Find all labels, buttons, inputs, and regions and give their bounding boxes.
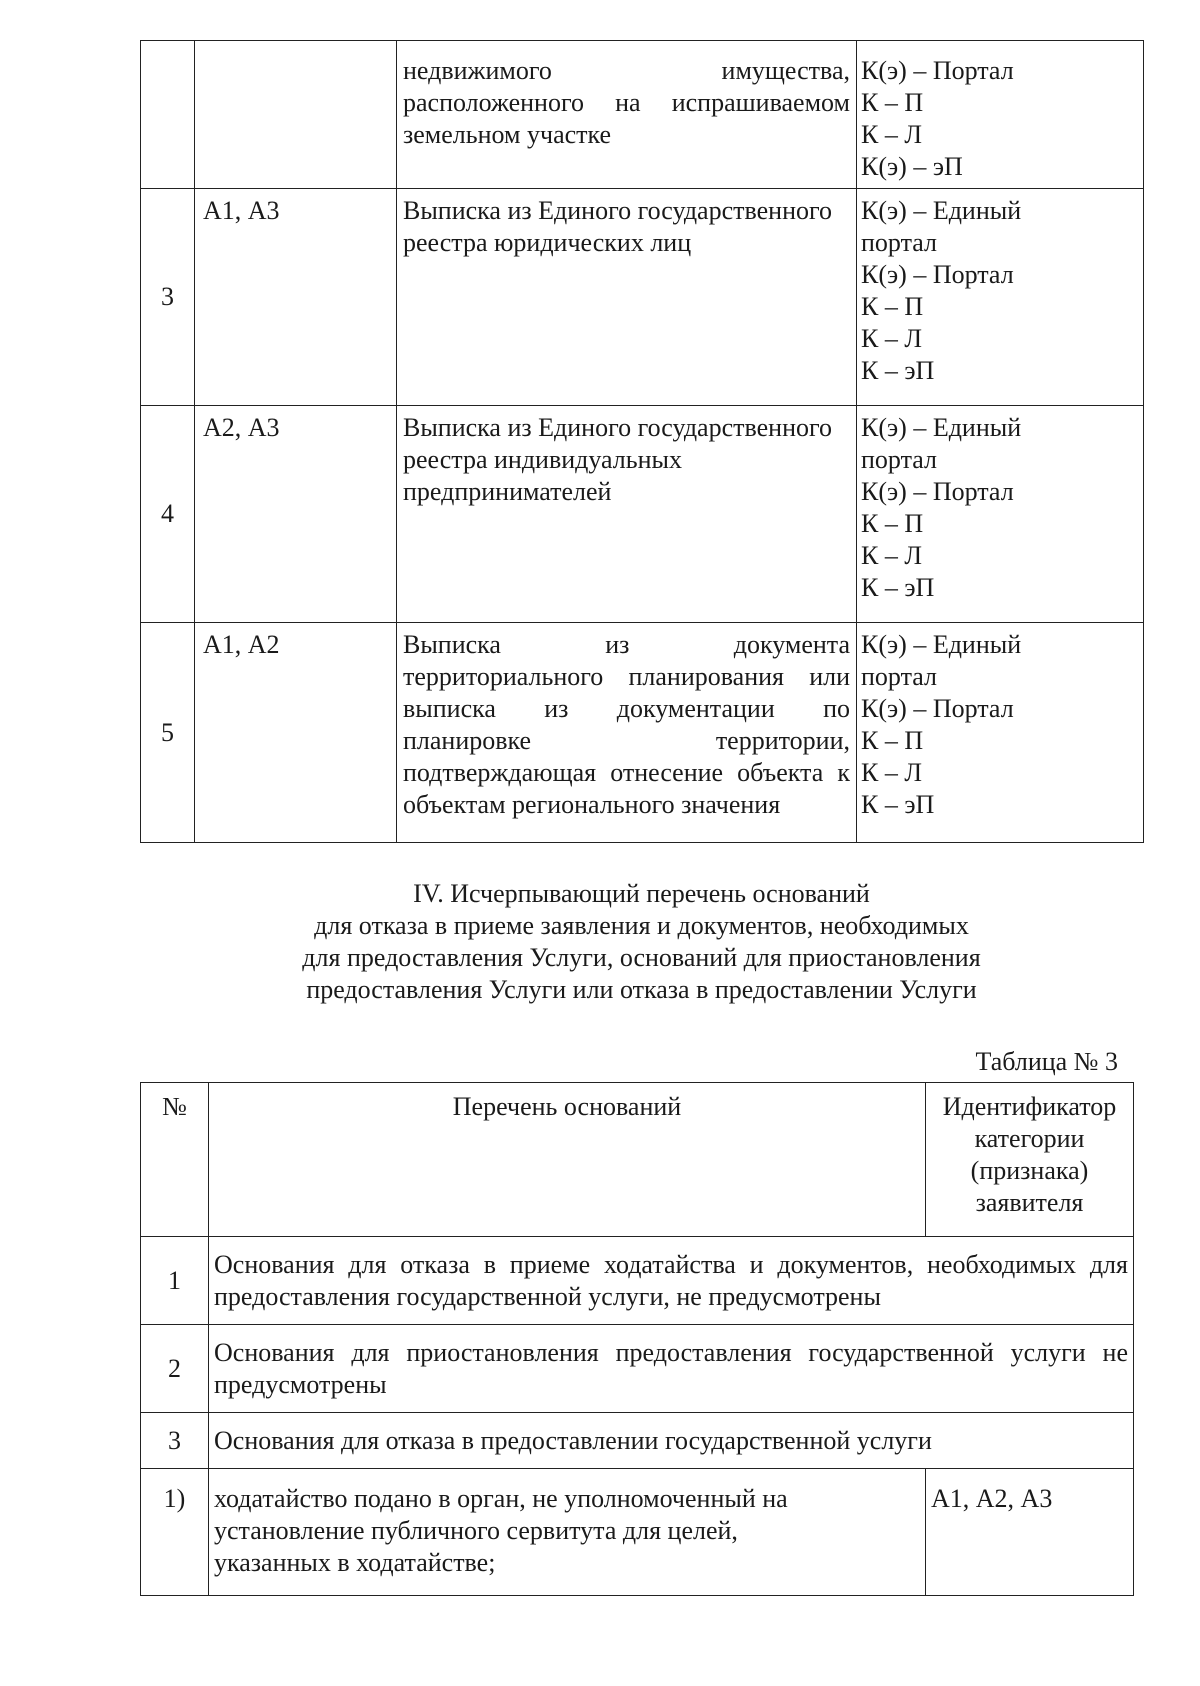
table-row [141,41,1144,189]
applicant-categories: А2, А3 [195,406,397,623]
document-line: предпринимателей [403,477,612,506]
document-line: территориального планирования или [403,662,850,691]
ground-text: Основания для отказа в предоставлении государственной услуги [209,1413,1134,1469]
ground-text: Основания для приостановления предоставления государственной услуги не предусмотрены [209,1325,1134,1413]
ground-line: установление публичного сервитута для целей, [214,1516,738,1545]
document-line: недвижимого имущества, [403,56,850,85]
applicant-categories: А1, А2 [195,623,397,843]
method-line: К(э) – Портал [861,56,1014,85]
table-header-row [141,1083,1134,1237]
heading-line: IV. Исчерпывающий перечень оснований [413,879,870,908]
method-line: К – Л [861,541,922,570]
document-name [397,406,857,623]
document-line: реестра юридических лиц [403,228,692,257]
document-line: Выписка из Единого государственного [403,413,832,442]
header-identifier-line: заявителя [975,1188,1084,1217]
document-line: выписка из документации по [403,694,850,723]
method-line: К – П [861,88,924,117]
method-line: К(э) – Портал [861,477,1014,506]
documents-table [140,40,1144,843]
table-row [141,1413,1134,1469]
heading-line: для отказа в приеме заявления и документов, необходимых [314,911,969,940]
method-line: К – эП [861,790,935,819]
method-line: К(э) – Портал [861,694,1014,723]
document-line: планировке территории, [403,726,850,755]
grounds-table [140,1082,1134,1596]
method-line: К – эП [861,356,935,385]
method-line: К – П [861,292,924,321]
applicant-identifier: А1, А2, А3 [926,1469,1134,1596]
method-line: портал [861,445,937,474]
heading-line: для предоставления Услуги, оснований для приостановления [302,943,981,972]
row-number: 3 [141,189,195,406]
document-line: объектам регионального значения [403,790,781,819]
row-number: 4 [141,406,195,623]
table-row [141,1325,1134,1413]
document-name [397,41,857,189]
row-number [141,41,195,189]
document-line: Выписка из Единого государственного [403,196,832,225]
document-line: земельном участке [403,120,612,149]
method-line: К – П [861,726,924,755]
ground-text [209,1469,926,1596]
ground-line: указанных в ходатайстве; [214,1548,496,1577]
table-row [141,1469,1134,1596]
table-caption: Таблица № 3 [975,1047,1118,1076]
method-line: К – эП [861,573,935,602]
document-name [397,623,857,843]
document-line: Выписка из документа [403,630,850,659]
method-line: К(э) – Единый [861,413,1022,442]
table-row [141,406,1144,623]
header-identifier-line: категории [974,1124,1085,1153]
ground-text: Основания для отказа в приеме ходатайства и документов, необходимых для предоставления государственной услуги, не предусмотрены [209,1237,1134,1325]
table-row [141,623,1144,843]
header-grounds: Перечень оснований [209,1083,926,1237]
method-line: К(э) – Единый [861,630,1022,659]
submission-methods [857,189,1144,406]
section-heading [140,878,1143,1006]
method-line: К(э) – эП [861,152,963,181]
document-line: расположенного на испрашиваемом [403,88,850,117]
heading-line: предоставления Услуги или отказа в предоставлении Услуги [306,975,977,1004]
row-number: 5 [141,623,195,843]
table-row [141,189,1144,406]
row-number: 1) [141,1469,209,1596]
table-row [141,1237,1134,1325]
submission-methods [857,406,1144,623]
header-identifier-line: (признака) [970,1156,1089,1185]
method-line: К – Л [861,324,922,353]
row-number: 1 [141,1237,209,1325]
ground-line: ходатайство подано в орган, не уполномоченный на [214,1484,788,1513]
header-identifier-line: Идентификатор [942,1092,1117,1121]
header-num: № [141,1083,209,1237]
applicant-categories [195,41,397,189]
row-number: 2 [141,1325,209,1413]
applicant-categories: А1, А3 [195,189,397,406]
method-line: К – Л [861,758,922,787]
method-line: портал [861,228,937,257]
row-number: 3 [141,1413,209,1469]
method-line: К(э) – Единый [861,196,1022,225]
document-line: подтверждающая отнесение объекта к [403,758,850,787]
header-identifier [926,1083,1134,1237]
method-line: К(э) – Портал [861,260,1014,289]
method-line: портал [861,662,937,691]
submission-methods [857,41,1144,189]
method-line: К – П [861,509,924,538]
document-line: реестра индивидуальных [403,445,683,474]
document-name [397,189,857,406]
method-line: К – Л [861,120,922,149]
submission-methods [857,623,1144,843]
